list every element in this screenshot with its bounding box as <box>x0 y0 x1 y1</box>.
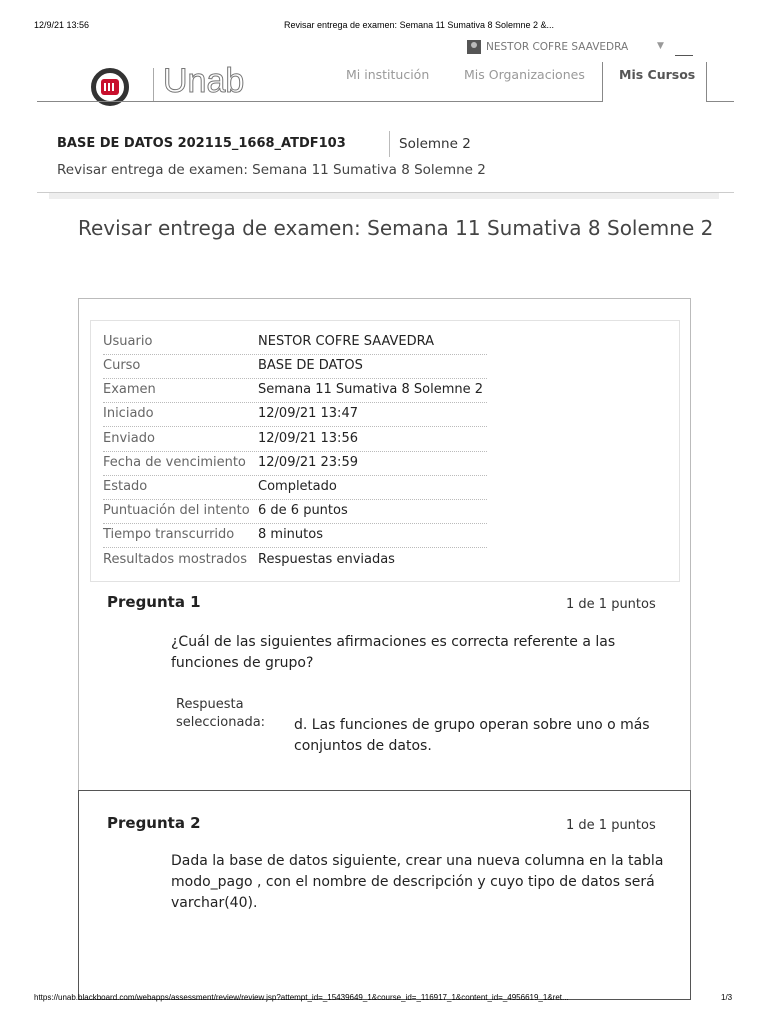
breadcrumb: Revisar entrega de examen: Semana 11 Sumativa 8 Solemne 2 <box>57 162 486 178</box>
info-value: BASE DE DATOS <box>258 358 363 373</box>
user-name: NESTOR COFRE SAAVEDRA <box>486 41 629 53</box>
nav-mis-cursos[interactable]: Mis Cursos <box>619 67 696 82</box>
info-row-iniciado <box>103 402 487 427</box>
info-row-vencimiento <box>103 451 487 476</box>
info-row-curso <box>103 354 487 379</box>
info-value: Respuestas enviadas <box>258 552 395 567</box>
info-label: Usuario <box>103 334 153 349</box>
question-2-points: 1 de 1 puntos <box>566 818 656 833</box>
print-page-number: 1/3 <box>721 993 733 1002</box>
info-label: Puntuación del intento <box>103 503 250 518</box>
print-url: https://unab.blackboard.com/webapps/assessment/review/review.jsp?attempt_id=_15439649_1&course_id=_116917_1&content_id=_4956619_1&ret... <box>34 993 569 1002</box>
info-row-enviado <box>103 427 487 452</box>
logo-text: Unab <box>163 62 245 100</box>
info-row-examen <box>103 378 487 403</box>
info-row-estado <box>103 475 487 500</box>
info-value: 12/09/21 13:56 <box>258 431 358 446</box>
logo-divider <box>153 68 154 102</box>
info-row-tiempo <box>103 523 487 548</box>
info-row-puntuacion <box>103 499 487 524</box>
nav-tab-border <box>602 62 603 102</box>
info-label: Iniciado <box>103 406 154 421</box>
question-2-title: Pregunta 2 <box>107 814 201 832</box>
nav-mi-institucion[interactable]: Mi institución <box>346 67 430 82</box>
user-menu[interactable] <box>467 40 628 54</box>
question-1-text: ¿Cuál de las siguientes afirmaciones es correcta referente a las funciones de grupo? <box>171 634 616 671</box>
question-1-title: Pregunta 1 <box>107 593 201 611</box>
info-label: Curso <box>103 358 141 373</box>
page-title: Revisar entrega de examen: Semana 11 Sumativa 8 Solemne 2 <box>78 216 714 240</box>
nav-tab-border <box>706 62 707 102</box>
info-row-resultados <box>103 548 487 572</box>
avatar <box>467 40 481 54</box>
header-band <box>49 193 719 199</box>
selected-answer-text: d. Las funciones de grupo operan sobre uno o más conjuntos de datos. <box>294 717 650 754</box>
info-value: Completado <box>258 479 337 494</box>
info-label: Fecha de vencimiento <box>103 455 246 470</box>
info-label: Tiempo transcurrido <box>103 527 235 542</box>
print-datetime: 12/9/21 13:56 <box>34 20 90 30</box>
info-label: Resultados mostrados <box>103 552 248 567</box>
menu-divider <box>675 55 693 56</box>
chevron-down-icon[interactable]: ▼ <box>657 41 664 51</box>
info-row-usuario <box>103 330 487 355</box>
info-label: Enviado <box>103 431 155 446</box>
course-section[interactable]: Solemne 2 <box>399 136 471 152</box>
nav-baseline <box>706 101 734 102</box>
question-1-points: 1 de 1 puntos <box>566 597 656 612</box>
course-divider <box>389 131 390 157</box>
info-value: NESTOR COFRE SAAVEDRA <box>258 334 435 349</box>
info-value: 8 minutos <box>258 527 323 542</box>
info-value: Semana 11 Sumativa 8 Solemne 2 <box>258 382 484 397</box>
print-doc-title: Revisar entrega de examen: Semana 11 Sumativa 8 Solemne 2 &... <box>284 20 554 30</box>
info-value: 6 de 6 puntos <box>258 503 348 518</box>
info-label: Estado <box>103 479 148 494</box>
info-value: 12/09/21 23:59 <box>258 455 358 470</box>
info-label: Examen <box>103 382 156 397</box>
nav-mis-organizaciones[interactable]: Mis Organizaciones <box>464 67 585 82</box>
course-title[interactable]: BASE DE DATOS 202115_1668_ATDF103 <box>57 136 346 151</box>
question-2-text: Dada la base de datos siguiente, crear una nueva columna en la tabla modo_pago , con el nombre de descripción y cuyo tipo de datos será varchar(40). <box>171 853 664 911</box>
nav-baseline <box>37 101 602 102</box>
selected-answer-label: Respuesta seleccionada: <box>176 697 266 730</box>
info-value: 12/09/21 13:47 <box>258 406 358 421</box>
